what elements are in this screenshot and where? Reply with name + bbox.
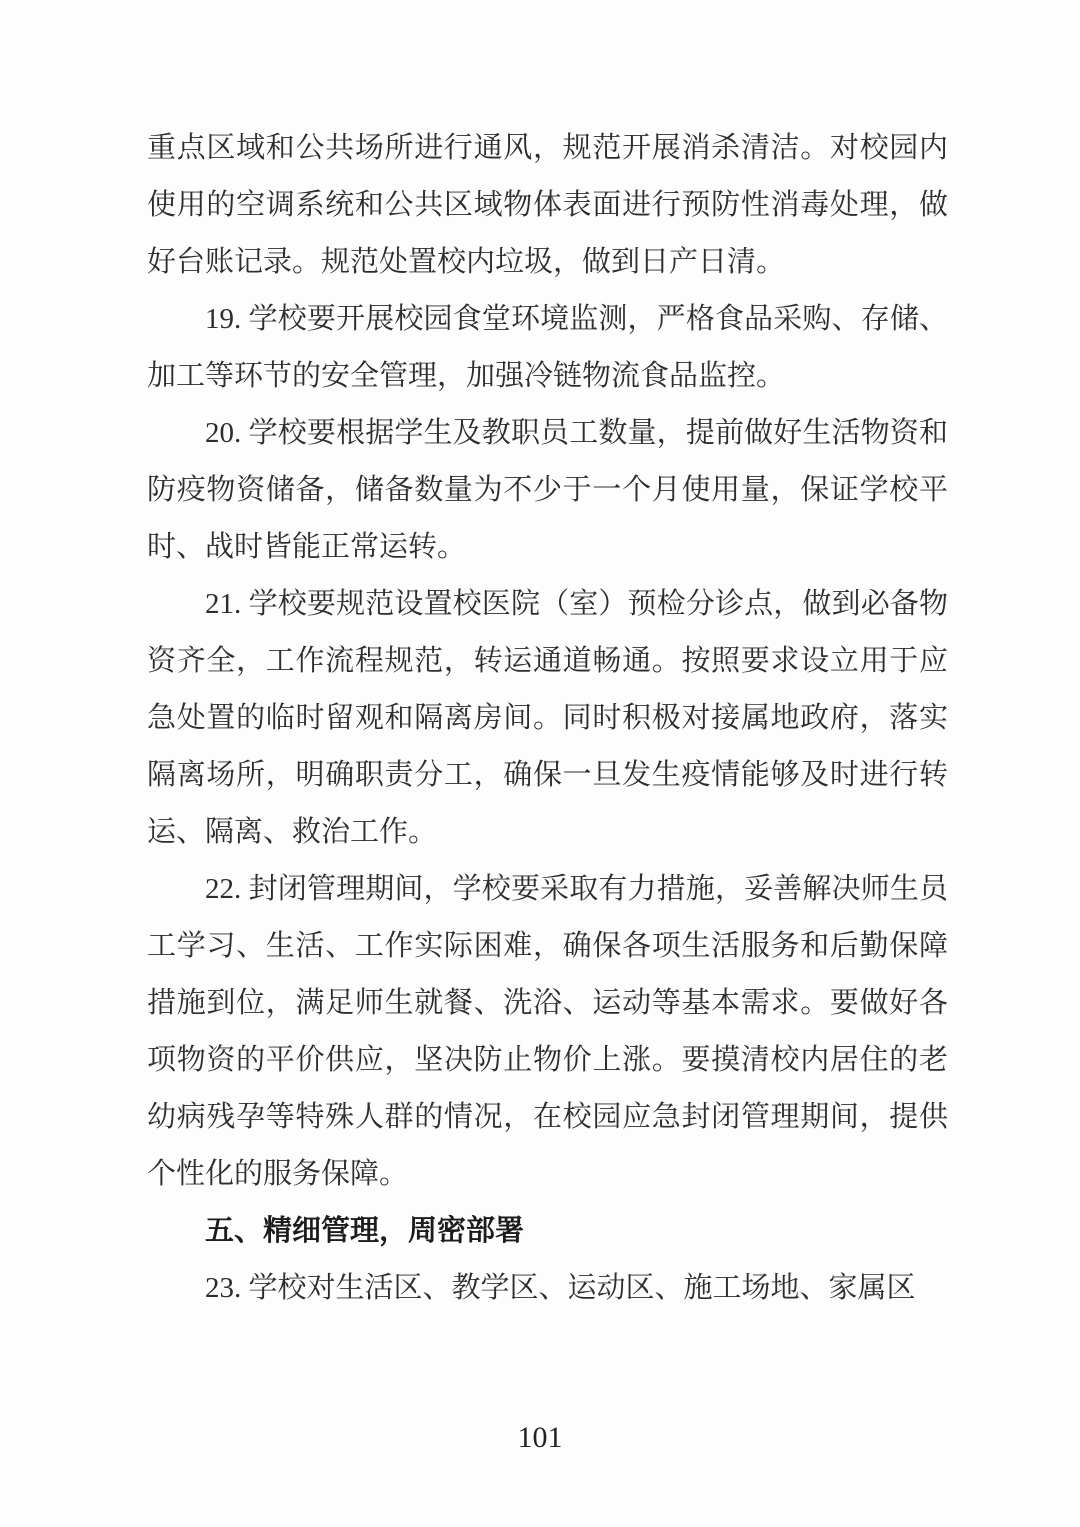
paragraph-item-20: 20. 学校要根据学生及教职员工数量，提前做好生活物资和防疫物资储备，储备数量为不少于一个月使用量，保证学校平时、战时皆能正常运转。 (147, 417, 948, 563)
paragraph-item-22: 22. 封闭管理期间，学校要采取有力措施，妥善解决师生员工学习、生活、工作实际困难，确保各项生活服务和后勤保障措施到位，满足师生就餐、洗浴、运动等基本需求。要做好各项物资的平价供应，坚决防止物价上涨。要摸清校内居住的老幼病残孕等特殊人群的情况，在校园应急封闭管理期间，提供个性化的服务保障。 (147, 873, 948, 1190)
paragraph-item-23: 23. 学校对生活区、教学区、运动区、施工场地、家属区 (205, 1272, 916, 1304)
paragraph-item-19: 19. 学校要开展校园食堂环境监测，严格食品采购、存储、加工等环节的安全管理，加强冷链物流食品监控。 (147, 303, 948, 392)
paragraph-continuation: 重点区域和公共场所进行通风，规范开展消杀清洁。对校园内使用的空调系统和公共区域物体表面进行预防性消毒处理，做好台账记录。规范处置校内垃圾，做到日产日清。 (147, 132, 948, 278)
section-heading: 五、精细管理，周密部署 (205, 1215, 525, 1247)
paragraph-item-21: 21. 学校要规范设置校医院（室）预检分诊点，做到必备物资齐全，工作流程规范，转运通道畅通。按照要求设立用于应急处置的临时留观和隔离房间。同时积极对接属地政府，落实隔离场所，明确职责分工，确保一旦发生疫情能够及时进行转运、隔离、救治工作。 (147, 588, 948, 848)
page-number: 101 (517, 1421, 563, 1454)
document-body (147, 120, 948, 1317)
